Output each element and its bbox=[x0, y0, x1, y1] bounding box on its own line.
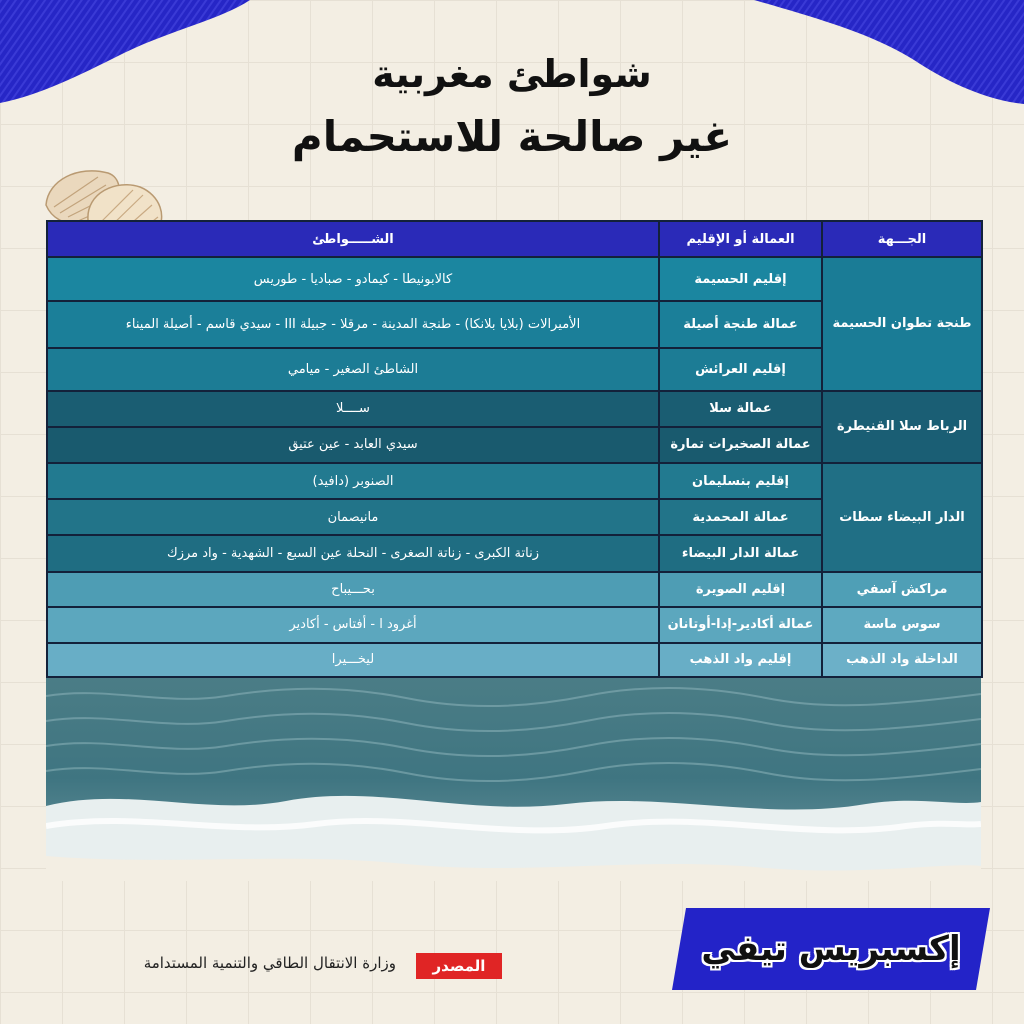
page-title-line2: غير صالحة للاستحمام bbox=[291, 112, 733, 161]
province-cell: عمالة المحمدية bbox=[659, 499, 822, 535]
source-text: وزارة الانتقال الطاقي والتنمية المستدامة bbox=[143, 954, 396, 972]
province-cell: عمالة الدار البيضاء bbox=[659, 535, 822, 571]
sea-waves-image bbox=[46, 676, 981, 881]
beaches-cell: ليخـــيرا bbox=[47, 643, 659, 677]
beaches-cell: كالابونيطا - كيمادو - صباديا - طوريس bbox=[47, 257, 659, 301]
beaches-table bbox=[46, 220, 983, 678]
region-cell: طنجة تطوان الحسيمة bbox=[822, 257, 982, 391]
table-row bbox=[47, 463, 982, 499]
beaches-table-container bbox=[46, 220, 981, 678]
province-cell: عمالة سلا bbox=[659, 391, 822, 427]
beaches-cell: زناتة الكبرى - زناتة الصغرى - النحلة عين السبع - الشهدية - واد مرزك bbox=[47, 535, 659, 571]
region-cell: الدار البيضاء سطات bbox=[822, 463, 982, 571]
province-cell: إقليم الحسيمة bbox=[659, 257, 822, 301]
header-province: العمالة أو الإقليم bbox=[659, 221, 822, 257]
beaches-cell: أغرود ا - أفتاس - أكادير bbox=[47, 607, 659, 643]
province-cell: إقليم واد الذهب bbox=[659, 643, 822, 677]
region-cell: سوس ماسة bbox=[822, 607, 982, 643]
table-row bbox=[47, 607, 982, 643]
region-cell: الرباط سلا القنيطرة bbox=[822, 391, 982, 463]
province-cell: عمالة أكادير-إدا-أوتانان bbox=[659, 607, 822, 643]
beaches-cell: مانيصمان bbox=[47, 499, 659, 535]
beaches-cell: سيدي العابد - عين عتيق bbox=[47, 427, 659, 463]
beaches-cell: ســــلا bbox=[47, 391, 659, 427]
table-row bbox=[47, 391, 982, 427]
beaches-cell: الأميرالات (بلايا بلانكا) - طنجة المدينة - مرقلا - جبيلة III - سيدي قاسم - أصيلة الميناء bbox=[47, 301, 659, 347]
brand-name: إكسبريس تيفي bbox=[701, 929, 961, 969]
brand-logo bbox=[672, 908, 990, 990]
province-cell: عمالة طنجة أصيلة bbox=[659, 301, 822, 347]
province-cell: إقليم الصويرة bbox=[659, 572, 822, 607]
province-cell: إقليم العرائش bbox=[659, 348, 822, 391]
page-title-line1: شواطئ مغربية bbox=[372, 52, 652, 96]
source-label-badge: المصدر bbox=[416, 953, 502, 979]
beaches-cell: الشاطئ الصغير - ميامي bbox=[47, 348, 659, 391]
province-cell: إقليم بنسليمان bbox=[659, 463, 822, 499]
province-cell: عمالة الصخيرات تمارة bbox=[659, 427, 822, 463]
table-row bbox=[47, 257, 982, 301]
table-row bbox=[47, 643, 982, 677]
table-header-row bbox=[47, 221, 982, 257]
table-row bbox=[47, 572, 982, 607]
beaches-cell: الصنوبر (دافيد) bbox=[47, 463, 659, 499]
header-region: الجـــهة bbox=[822, 221, 982, 257]
header-beaches: الشـــــواطئ bbox=[47, 221, 659, 257]
beaches-cell: بحـــيباح bbox=[47, 572, 659, 607]
region-cell: مراكش آسفي bbox=[822, 572, 982, 607]
region-cell: الداخلة واد الذهب bbox=[822, 643, 982, 677]
